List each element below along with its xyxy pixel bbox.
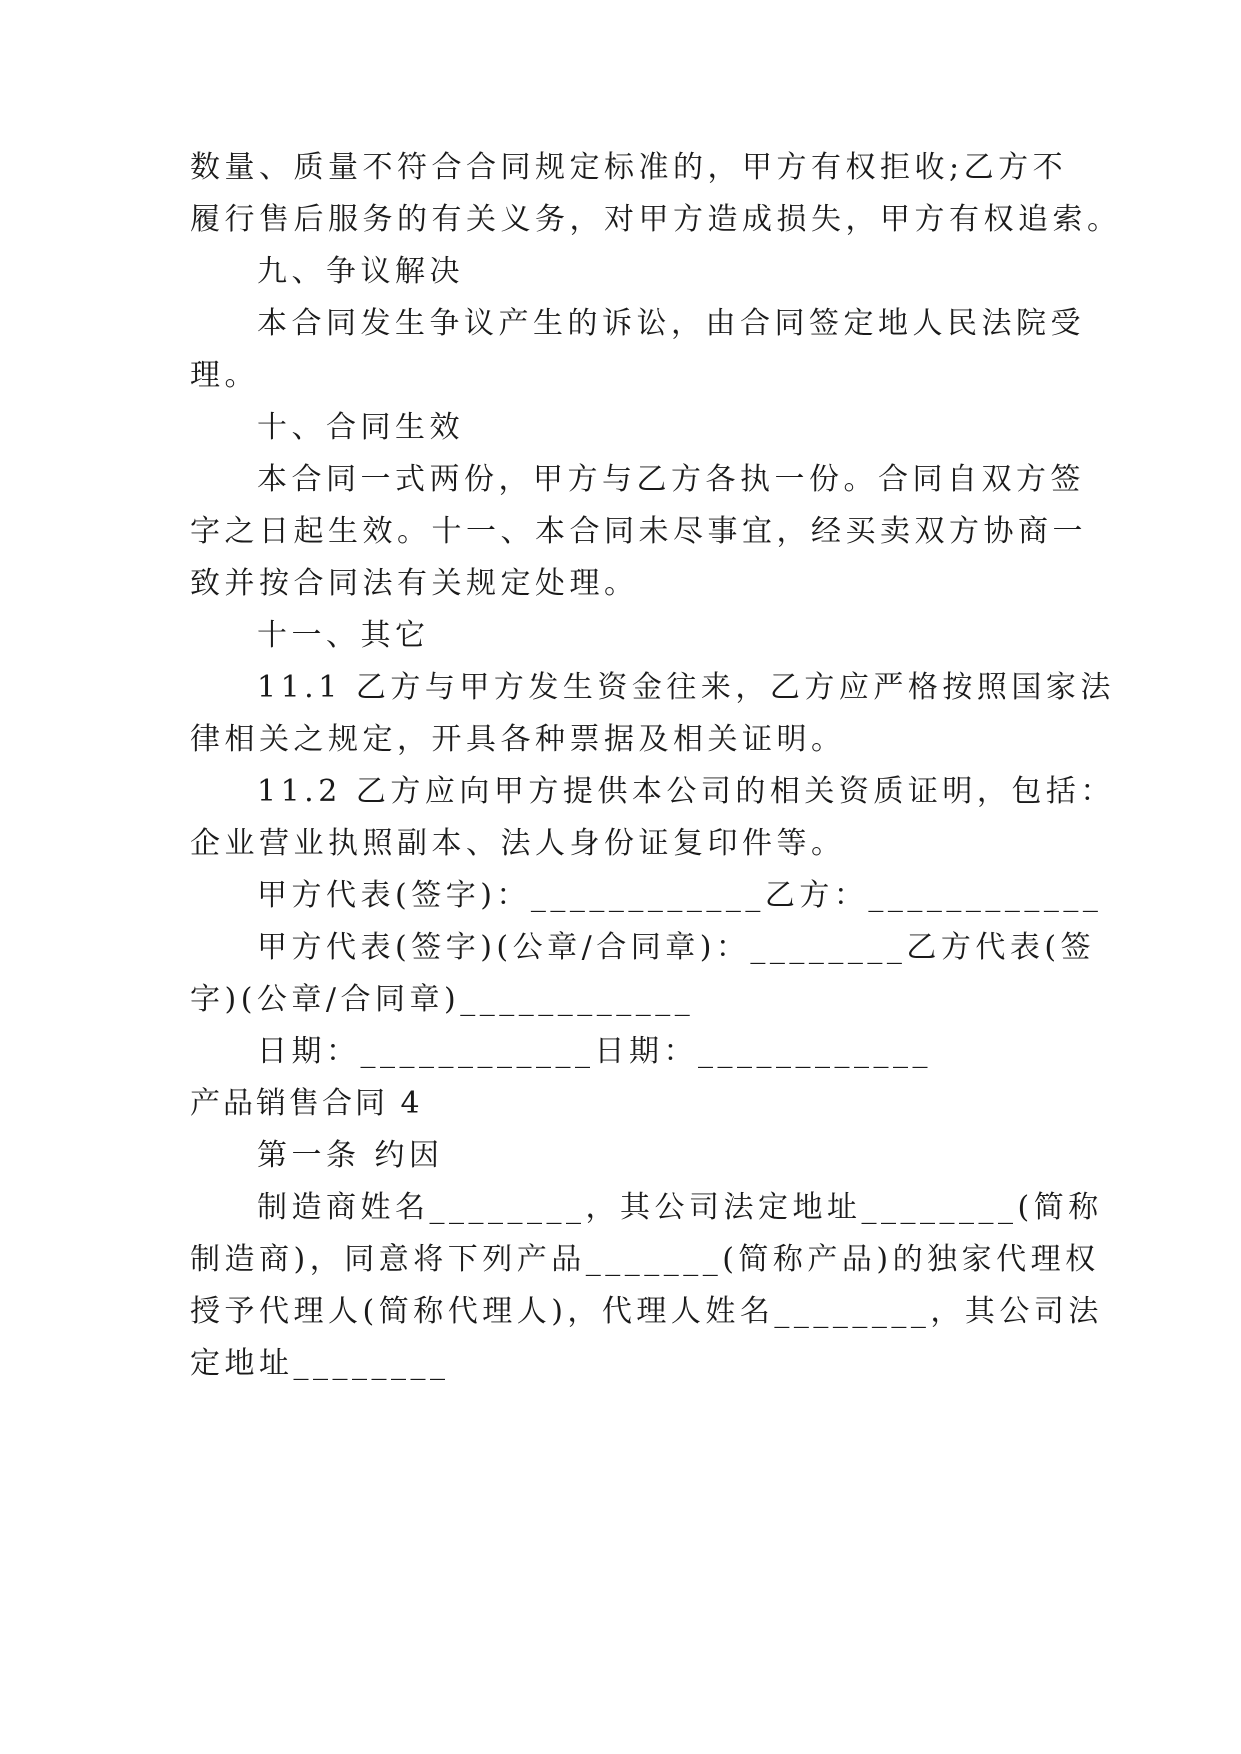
paragraph-line: 履行售后服务的有关义务，对甲方造成损失，甲方有权追索。 <box>190 202 1122 237</box>
paragraph-line: 制造商姓名________，其公司法定地址________(简称 <box>257 1190 1103 1225</box>
paragraph-line: 本合同一式两份，甲方与乙方各执一份。合同自双方签 <box>257 462 1085 497</box>
paragraph-line: 制造商)，同意将下列产品_______(简称产品)的独家代理权 <box>190 1242 1100 1277</box>
paragraph-line: 理。 <box>190 358 259 393</box>
paragraph-line: 定地址________ <box>190 1346 450 1381</box>
signature-line: 甲方代表(签字)：____________乙方：____________ <box>257 878 1103 913</box>
section-heading: 十、合同生效 <box>257 410 464 445</box>
paragraph-line: 字之日起生效。十一、本合同未尽事宜，经买卖双方协商一 <box>190 514 1087 549</box>
date-line: 日期：____________日期：____________ <box>257 1034 932 1069</box>
paragraph-line: 11.2 乙方应向甲方提供本公司的相关资质证明，包括： <box>257 774 1115 809</box>
paragraph-line: 授予代理人(简称代理人)，代理人姓名________，其公司法 <box>190 1294 1103 1329</box>
paragraph-line: 本合同发生争议产生的诉讼，由合同签定地人民法院受 <box>257 306 1085 341</box>
section-heading: 九、争议解决 <box>257 254 464 289</box>
signature-line: 字)(公章/合同章)____________ <box>190 982 695 1017</box>
section-heading: 十一、其它 <box>257 618 430 653</box>
paragraph-line: 企业营业执照副本、法人身份证复印件等。 <box>190 826 846 861</box>
paragraph-line: 律相关之规定，开具各种票据及相关证明。 <box>190 722 846 757</box>
paragraph-line: 数量、质量不符合合同规定标准的，甲方有权拒收;乙方不 <box>190 150 1068 185</box>
signature-line: 甲方代表(签字)(公章/合同章)：________乙方代表(签 <box>257 930 1096 965</box>
paragraph-line: 致并按合同法有关规定处理。 <box>190 566 639 601</box>
document-title: 产品销售合同 4 <box>190 1086 423 1121</box>
section-heading: 第一条 约因 <box>257 1138 444 1173</box>
paragraph-line: 11.1 乙方与甲方发生资金往来，乙方应严格按照国家法 <box>257 670 1115 705</box>
